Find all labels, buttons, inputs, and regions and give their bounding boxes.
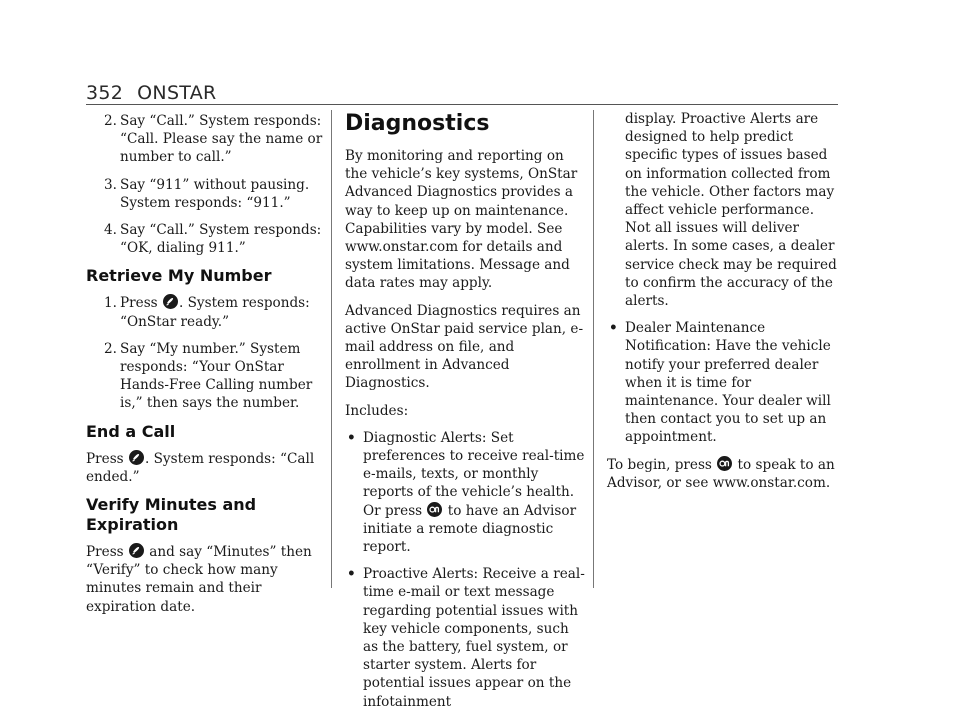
- voice-command-icon: [163, 294, 178, 309]
- voice-command-icon: [129, 543, 144, 558]
- paragraph: Advanced Diagnostics requires an active OnStar paid service plan, e-mail address on file, and enrollment in Advanced Diagnostics.: [345, 302, 584, 392]
- onstar-button-icon: [717, 456, 732, 471]
- section-title: ONSTAR: [137, 82, 217, 104]
- list-item: 2. Say “My number.” System responds: “Your OnStar Hands-Free Calling number is,” then says the number.: [104, 340, 313, 412]
- heading-retrieve-my-number: Retrieve My Number: [86, 266, 272, 286]
- list-item: 4. Say “Call.” System responds: “OK, dialing 911.”: [104, 222, 322, 257]
- list-item: 3. Say “911” without pausing. System responds: “911.”: [104, 176, 310, 211]
- paragraph: display. Proactive Alerts are designed to help predict specific types of issues based on information collected from the vehicle. Other factors may affect vehicle performance. Not all issues will deliver alerts. In some cases, a dealer service check may be required to confirm the accuracy of the alerts.: [625, 111, 837, 310]
- heading-verify-minutes: Verify Minutes and Expiration: [86, 495, 257, 535]
- heading-diagnostics: Diagnostics: [345, 111, 490, 136]
- voice-command-icon: [129, 450, 144, 465]
- column-divider-2: [593, 110, 594, 588]
- paragraph: Includes:: [345, 402, 409, 419]
- page-header: [86, 82, 217, 104]
- paragraph: To begin, press to speak to an Advisor, or see www.onstar.com.: [607, 456, 835, 491]
- paragraph: By monitoring and reporting on the vehicle’s key systems, OnStar Advanced Diagnostics provides a way to keep up on maintenance. Capabilities vary by model. See www.onstar.com for details and system limitations. Message and data rates may apply.: [345, 148, 578, 292]
- column-3: [607, 110, 843, 501]
- heading-end-a-call: End a Call: [86, 421, 176, 441]
- onstar-button-icon: [427, 502, 442, 517]
- header-rule: [86, 104, 838, 105]
- list-item: • Dealer Maintenance Notification: Have the vehicle notify your preferred dealer when it is time for maintenance. Your dealer will then contact you to set up an appointment.: [609, 320, 831, 446]
- column-2: [345, 110, 585, 711]
- paragraph: Press and say “Minutes” then “Verify” to check how many minutes remain and their expiration date.: [86, 544, 312, 615]
- list-item: 1. Press . System responds: “OnStar ready.”: [104, 295, 310, 330]
- paragraph: Press . System responds: “Call ended.”: [86, 450, 315, 485]
- list-item: • Proactive Alerts: Receive a real-time e-mail or text message regarding potential issues with key vehicle components, such as the battery, fuel system, or starter system. Alerts for potential issues appear on the infotainment: [347, 566, 585, 710]
- page-number: 352: [86, 82, 124, 104]
- column-divider-1: [331, 110, 332, 588]
- list-item: • Diagnostic Alerts: Set preferences to receive real-time e-mails, texts, or monthly reports of the vehicle’s health. Or press to have an Advisor initiate a remote diagnostic report.: [347, 429, 585, 556]
- column-1: [86, 110, 326, 625]
- list-item: 2. Say “Call.” System responds: “Call. Please say the name or number to call.”: [104, 113, 323, 166]
